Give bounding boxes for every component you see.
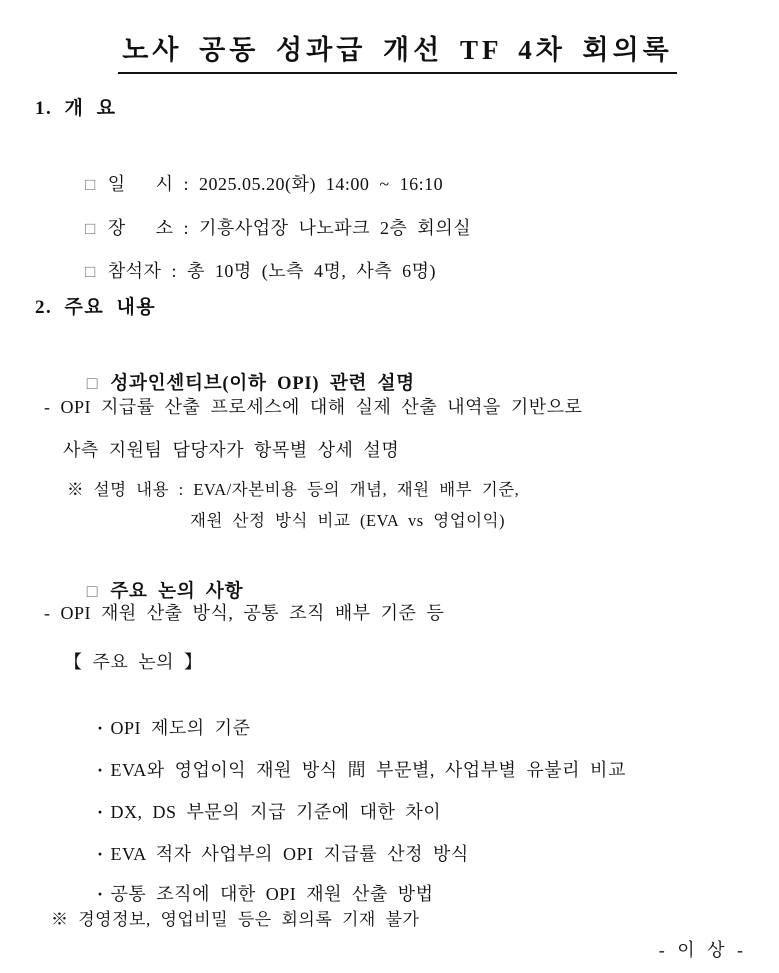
middot-bullet-icon: · xyxy=(97,718,104,738)
document-title: 노사 공동 성과급 개선 TF 4차 회의록 xyxy=(118,28,677,74)
topic1-note-line1: ※ 설명 내용 : EVA/자본비용 등의 개념, 재원 배부 기준, xyxy=(67,480,520,499)
section-main-heading: 2. 주요 내용 xyxy=(35,297,157,318)
middot-bullet-icon: · xyxy=(97,844,104,864)
discussion-item-text: EVA와 영업이익 재원 방식 間 부문별, 사업부별 유불리 비교 xyxy=(110,760,626,780)
overview-item-attendees-text: 참석자 : 총 10명 (노측 4명, 사측 6명) xyxy=(107,261,437,281)
discussion-item-text: OPI 제도의 기준 xyxy=(110,718,251,738)
topic1-detail-line2: 사측 지원팀 담당자가 항목별 상세 설명 xyxy=(63,440,400,460)
discussion-item-text: DX, DS 부문의 지급 기준에 대한 차이 xyxy=(110,802,442,822)
square-bullet-icon: □ xyxy=(85,262,96,281)
middot-bullet-icon: · xyxy=(97,884,104,904)
closing-mark: - 이 상 - xyxy=(658,940,745,960)
discussion-item-text: EVA 적자 사업부의 OPI 지급률 산정 방식 xyxy=(110,844,469,864)
topic2-detail-line1: - OPI 재원 산출 방식, 공통 조직 배부 기준 등 xyxy=(44,603,445,623)
overview-item-datetime-text: 일 시 : 2025.05.20(화) 14:00 ~ 16:10 xyxy=(107,174,444,194)
overview-item-location-text: 장 소 : 기흥사업장 나노파크 2층 회의실 xyxy=(107,218,472,238)
topic2-heading-text: 주요 논의 사항 xyxy=(110,582,244,602)
middot-bullet-icon: · xyxy=(97,760,104,780)
document-title-row xyxy=(0,10,779,92)
square-bullet-icon: □ xyxy=(86,373,99,393)
section-overview-heading: 1. 개 요 xyxy=(35,98,117,119)
topic1-note-line2: 재원 산정 방식 비교 (EVA vs 영업이익) xyxy=(190,511,506,530)
square-bullet-icon: □ xyxy=(86,581,99,601)
confidentiality-note: ※ 경영정보, 영업비밀 등은 회의록 기재 불가 xyxy=(51,910,420,929)
discussion-title: 【 주요 논의 】 xyxy=(64,652,203,672)
topic1-detail-line1: - OPI 지급률 산출 프로세스에 대해 실제 산출 내역을 기반으로 xyxy=(44,397,583,417)
topic1-heading-text: 성과인센티브(이하 OPI) 관련 설명 xyxy=(110,374,415,394)
discussion-item-text: 공통 조직에 대한 OPI 재원 산출 방법 xyxy=(110,884,434,904)
middot-bullet-icon: · xyxy=(97,802,104,822)
square-bullet-icon: □ xyxy=(85,219,96,238)
square-bullet-icon: □ xyxy=(85,175,96,194)
